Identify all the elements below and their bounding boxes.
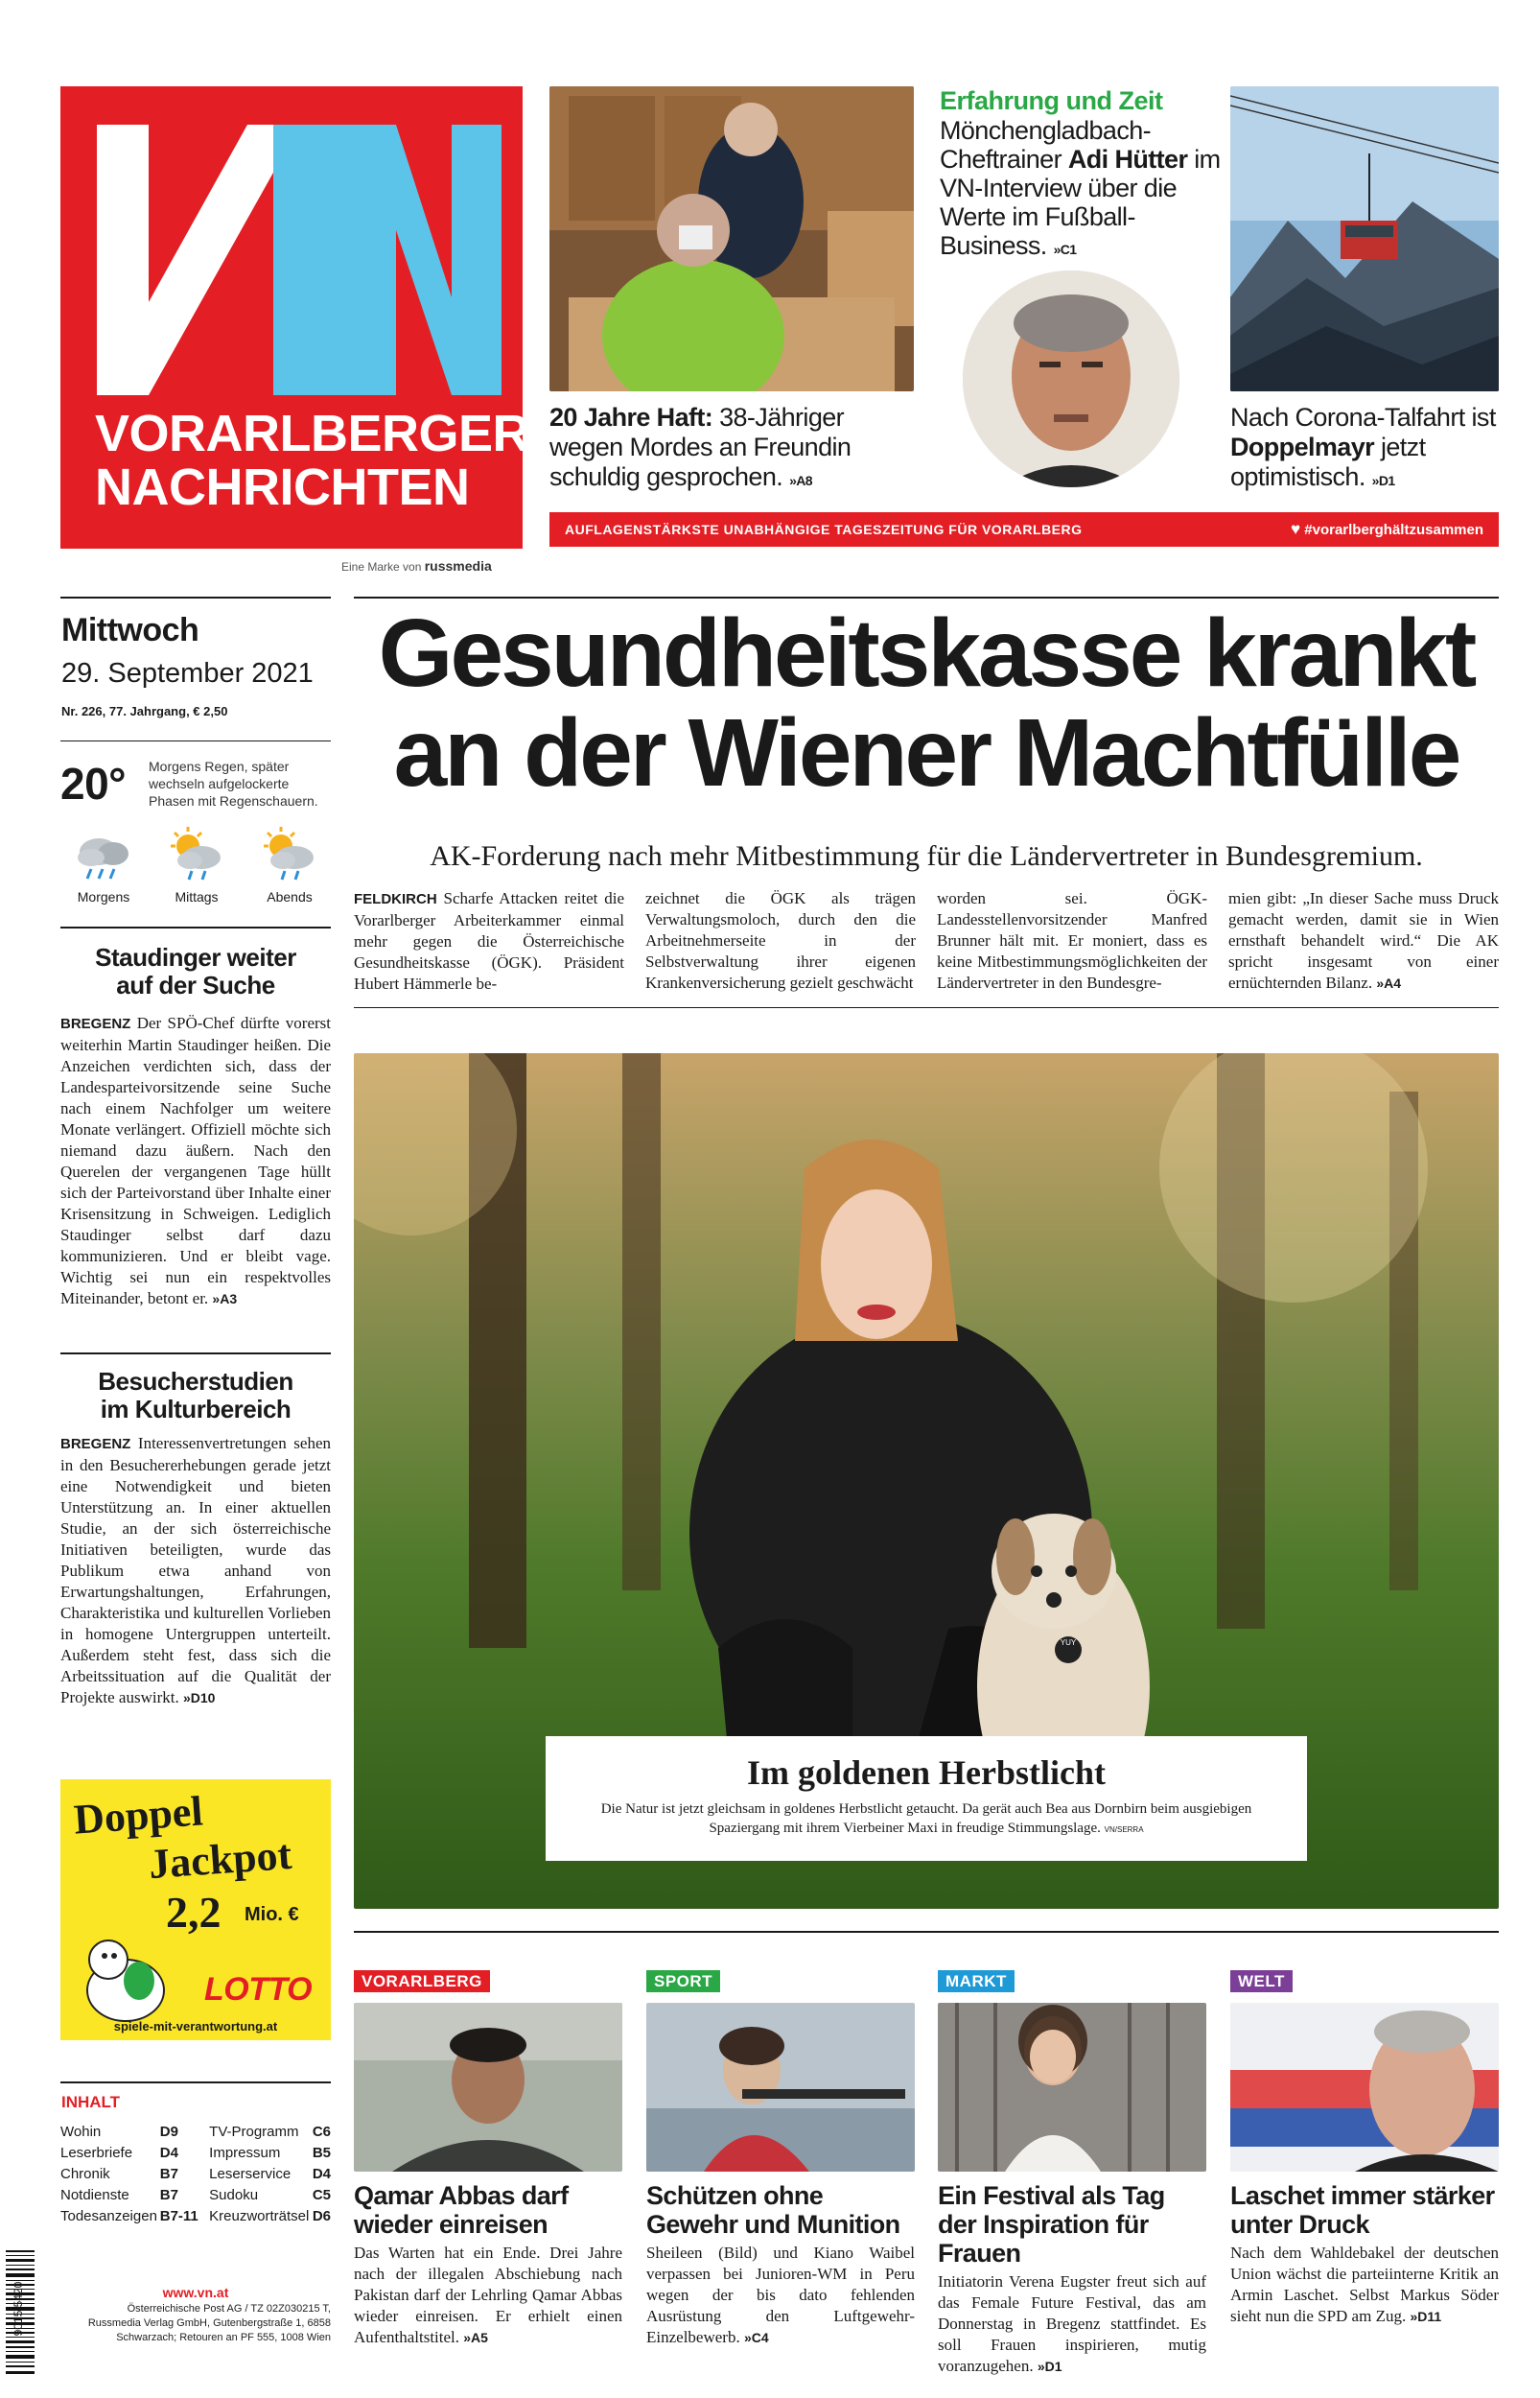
teaser-doppelmayr-ref: »D1 [1371,473,1395,488]
index-page-left: B7-11 [159,2208,198,2224]
tagline-text: AUFLAGENSTÄRKSTE UNABHÄNGIGE TAGESZEITUNG FÜR VORARLBERG [565,522,1083,537]
dog-tag-text: YUY [1060,1638,1077,1647]
index-item-right: Leserservice [209,2166,292,2182]
cable-car-image [1230,86,1499,391]
caption-title: Im goldenen Herbstlicht [747,1753,1106,1792]
cable-car-photo[interactable] [1230,86,1499,391]
teaser-huetter-kicker: Erfahrung und Zeit [940,86,1163,115]
bottom-body-markt [938,2271,1206,2377]
index-page-right: B5 [312,2145,331,2161]
teaser-doppelmayr[interactable] [1230,403,1508,496]
teaser-doppelmayr-name: Doppelmayr [1230,433,1375,461]
index-page-left: B7 [159,2166,178,2182]
index-page-right: C6 [312,2124,331,2140]
teaser-huetter-text [940,116,1227,264]
lotto-line2: Jackpot [147,1830,293,1889]
bottom-section-rule [354,1931,1499,1933]
laschet-image [1230,2003,1499,2172]
weather-temp: 20° [60,759,127,809]
bottom-body-welt [1230,2243,1499,2327]
huetter-face-image [963,270,1179,487]
section-label-sport[interactable]: SPORT [646,1970,720,1992]
index-item-left: Leserbriefe [60,2145,133,2161]
index-page-left: D4 [159,2145,178,2161]
index-row [60,2185,331,2206]
main-photo[interactable] [354,1053,1499,1909]
lead-headline-2: an der Wiener Machtfülle [393,699,1459,807]
weather-text: Morgens Regen, später wechseln aufgelockerte Phasen mit Regenschauern. [149,759,318,809]
lotto-unit: Mio. € [245,1904,299,1925]
date: 29. September 2021 [61,658,314,689]
rain-cloud-icon [70,827,137,884]
teaser-doppelmayr-pre: Nach Corona-Talfahrt ist [1230,403,1496,432]
tagline-bar [549,512,1499,547]
left-top-rule [60,597,331,599]
left-article-2-text: Interessenvertretungen sehen in den Besuchererhebungen gerade jetzt eine Notwendigkeit und bieten Unterstützung an. In einer aktuellen Studie, an der sich österreichische Initiativen beteiligten, wurde das Publikum etwa anhand von Erwartungshaltungen, Erfahrungen, Charakteristika und kulturellen Vorlieben in homogene Untergruppen unterteilt. Außerdem steht fest, dass sich die Arbeitssituation auf die Qualität der Projekte auswirkt. [60,1434,331,1706]
left-article-2-body [60,1433,331,1708]
lotto-brand: LOTTO [204,1971,313,2008]
index-item-left: Chronik [60,2166,110,2182]
bottom-article-vorarlberg[interactable] [354,1972,622,2348]
left-article-1[interactable] [60,944,331,1309]
lead-col-4-text: mien gibt: „In dieser Sache muss Druck gemacht werden, damit sie in Wien ernsthaft behandelt wird.“ Die AK spricht insgesamt von einer ernüchternden Bilanz. [1228,889,1499,992]
teaser-court-text: 38-Jähriger wegen Mordes an Freundin schuldig gesprochen. [549,403,852,491]
bottom-text-markt: Initiatorin Verena Eugster freut sich auf das Female Future Festival, das am Donnerstag in Bregenz stattfindet. Es soll Frauen inspirieren, mutig voranzugehen. [938,2272,1206,2375]
index-table [60,2122,331,2227]
left-article-1-ref: »A3 [212,1291,238,1306]
lead-col-1-text: Scharfe Attacken reitet die Vorarlberger Arbeiterkammer einmal mehr gegen die Österreichische Gesundheitskasse (ÖGK). Präsident Hubert Hämmerle be- [354,889,624,993]
bottom-title-welt: Laschet immer stärker unter Druck [1230,2181,1495,2239]
index-page-left: B7 [159,2187,178,2203]
imprint-url[interactable]: www.vn.at [162,2285,229,2300]
photo-caption-box [546,1736,1307,1861]
eugster-photo [938,2003,1206,2172]
lead-ref: »A4 [1376,976,1402,991]
lead-col-3: worden sei. ÖGK-Landesstellenvorsitzender Manfred Brunner hält mit. Er moniert, dass es keine Mitbestimmungsmöglichkeiten der Ländervertreter in den Bundesgre- [937,889,1207,992]
teaser-huetter[interactable] [940,86,1227,264]
index-page-right: C5 [312,2187,331,2203]
imprint-text: Österreichische Post AG / TZ 02Z030215 T, Russmedia Verlag GmbH, Gutenbergstraße 1, 6858 Schwarzach; Retouren an PF 555, 1008 Wien [87,2303,331,2343]
index-item-left: Notdienste [60,2187,129,2203]
lead-bottom-rule [354,1007,1499,1008]
hashtag[interactable] [1291,520,1483,539]
barcode-number: 9015 5420 [12,2281,25,2337]
caption-text [565,1799,1288,1840]
index-title: INHALT [61,2093,121,2111]
teaser-huetter-name: Adi Hütter [1067,145,1188,174]
brand-name: russmedia [424,558,492,574]
photo-credit: VN/SERRA [1104,1825,1144,1834]
lead-headline-1: Gesundheitskasse krankt [378,600,1475,707]
bottom-article-sport[interactable] [646,1972,915,2348]
qamar-photo [354,2003,622,2172]
masthead-name-line2: NACHRICHTEN [95,458,470,516]
index-row [60,2206,331,2227]
left-rule-2 [60,927,331,929]
verena-eugster-image [938,2003,1206,2172]
lead-subhead: AK-Forderung nach mehr Mitbestimmung für die Ländervertreter in Bundesgremium. [430,840,1423,872]
index-row [60,2122,331,2143]
bottom-body-sport [646,2243,915,2348]
left-article-1-body [60,1013,331,1309]
lead-col-2: zeichnet die ÖGK als trägen Verwaltungsmoloch, durch den die Arbeitnehmerseite in der Selbstverwaltung ihrer eigenen Krankenversicherung gezielt geschwächt [645,889,916,992]
index-row [60,2143,331,2164]
lead-place: FELDKIRCH [354,891,437,907]
masthead-logo[interactable] [60,86,530,549]
shooter-photo [646,2003,915,2172]
weather-morning [60,827,147,905]
caption-body: Die Natur ist jetzt gleichsam in goldenes Herbstlicht getaucht. Da gerät auch Bea aus Dornbirn beim ausgiebigen Spaziergang mit ihrem Vierbeiner Maxi in freudige Stimmungslage. [600,1801,1252,1836]
lotto-ad[interactable] [60,1779,331,2040]
left-article-2[interactable] [60,1368,331,1708]
brand-note [341,558,492,574]
teaser-court-ref: »A8 [789,473,812,488]
issue: Nr. 226, 77. Jahrgang, € 2,50 [61,704,228,718]
bottom-article-markt[interactable] [938,1972,1206,2377]
brand-note-text: Eine Marke von [341,560,422,574]
bottom-title-vorarlberg: Qamar Abbas darf wieder einreisen [354,2181,569,2239]
court-photo[interactable] [549,86,914,391]
teaser-court-kicker: 20 Jahre Haft: [549,403,713,432]
left-article-1-place: BREGENZ [60,1016,131,1032]
index-page-right: D6 [312,2208,331,2224]
weather-noon [153,827,240,905]
index-item-left: Todesanzeigen [60,2208,157,2224]
lotto-mascot-icon [68,1923,183,2029]
teaser-huetter-post: im VN-Interview über die Werte im Fußball-Business. [940,145,1221,260]
left-article-1-title: Staudinger weiter auf der Suche [95,943,296,999]
section-label-markt[interactable]: MARKT [938,1970,1015,1992]
left-rule-3 [60,1352,331,1354]
sun-cloud-rain-icon [256,827,323,884]
section-label-welt[interactable]: WELT [1230,1970,1293,1992]
weekday: Mittwoch [61,612,199,648]
teaser-huetter-ref: »C1 [1053,242,1077,257]
masthead-name-line1: VORARLBERGER [95,405,530,462]
left-article-2-ref: »D10 [182,1690,216,1705]
lead-top-rule [354,597,1499,599]
bottom-body-vorarlberg [354,2243,622,2348]
bottom-text-welt: Nach dem Wahldebakel der deutschen Union wächst die parteiinterne Kritik an Armin Laschet. Selbst Markus Söder sieht nun die SPD am Zug. [1230,2244,1499,2325]
lotto-line1: Doppel [72,1787,205,1844]
bottom-ref-welt: »D11 [1410,2309,1442,2324]
section-label-vorarlberg[interactable]: VORARLBERG [354,1970,490,1992]
index-item-right: TV-Programm [209,2124,299,2140]
index-rule [60,2081,331,2083]
index-item-right: Impressum [209,2145,281,2161]
teaser-court[interactable] [549,403,919,496]
bottom-title-markt: Ein Festival als Tag der Inspiration für Frauen [938,2181,1165,2268]
index-page-right: D4 [312,2166,331,2182]
teaser-doppelmayr-post: jetzt optimistisch. [1230,433,1426,491]
huetter-portrait[interactable] [963,270,1179,487]
bottom-title-sport: Schützen ohne Gewehr und Munition [646,2181,900,2239]
teaser-huetter-pre: Mönchengladbach-Cheftrainer [940,116,1152,174]
bottom-ref-vorarlberg: »A5 [463,2330,488,2345]
weather-evening-label: Abends [267,889,313,905]
bottom-article-welt[interactable] [1230,1972,1499,2327]
bottom-text-vorarlberg: Das Warten hat ein Ende. Drei Jahre nach der illegalen Abschiebung nach Pakistan darf der Lehrling Qamar Abbas wieder einreisen. Er erhielt einen Aufenthaltstitel. [354,2244,622,2346]
index-item-left: Wohin [60,2124,102,2140]
lotto-url[interactable]: spiele-mit-verantwortung.at [113,2019,278,2034]
index-row [60,2164,331,2185]
bottom-text-sport: Sheileen (Bild) und Kiano Waibel verpassen bei Junioren-WM in Peru wegen der bis dato fehlenden Ausrüstung den Luftgewehr-Einzelbewerb. [646,2244,915,2346]
index-item-right: Sudoku [209,2187,259,2203]
shooter-image [646,2003,915,2172]
index-page-left: D9 [159,2124,178,2140]
heart-icon: ♥ [1291,520,1301,538]
lead-col-1 [354,888,624,995]
lead-col-4 [1228,888,1499,994]
sun-cloud-rain-icon [163,827,230,884]
index-item-right: Kreuzworträtsel [209,2208,310,2224]
court-scene-image [549,86,914,391]
left-article-2-title: Besucherstudien im Kulturbereich [98,1367,293,1423]
weather-evening [246,827,333,905]
left-article-2-place: BREGENZ [60,1436,131,1452]
laschet-photo [1230,2003,1499,2172]
lotto-amount: 2,2 [166,1888,222,1937]
bottom-ref-markt: »D1 [1037,2359,1062,2374]
qamar-abbas-image [354,2003,622,2172]
hashtag-text: #vorarlberghältzusammen [1304,522,1483,538]
weather-morning-label: Morgens [77,889,130,905]
bottom-ref-sport: »C4 [743,2330,769,2345]
weather-noon-label: Mittags [175,889,219,905]
left-article-1-text: Der SPÖ-Chef dürfte vorerst weiterhin Martin Staudinger heißen. Die Anzeichen verdichten sich, dass der Landesparteivorsitzende seine Suche nach einem Nachfolger um weitere Monate verlängert. Offiziell möchte sich niemand dazu äußern. Nach den Querelen der vergangenen Tage hüllt sich der Parteivorstand über Inhalte einer Krisensitzung in Schweigen. Lediglich Staudinger selbst darf dazu kommunizieren. Und er bleibt vage. Wichtig sei nun ein respektvolles Miteinander, betont er. [60,1014,331,1307]
